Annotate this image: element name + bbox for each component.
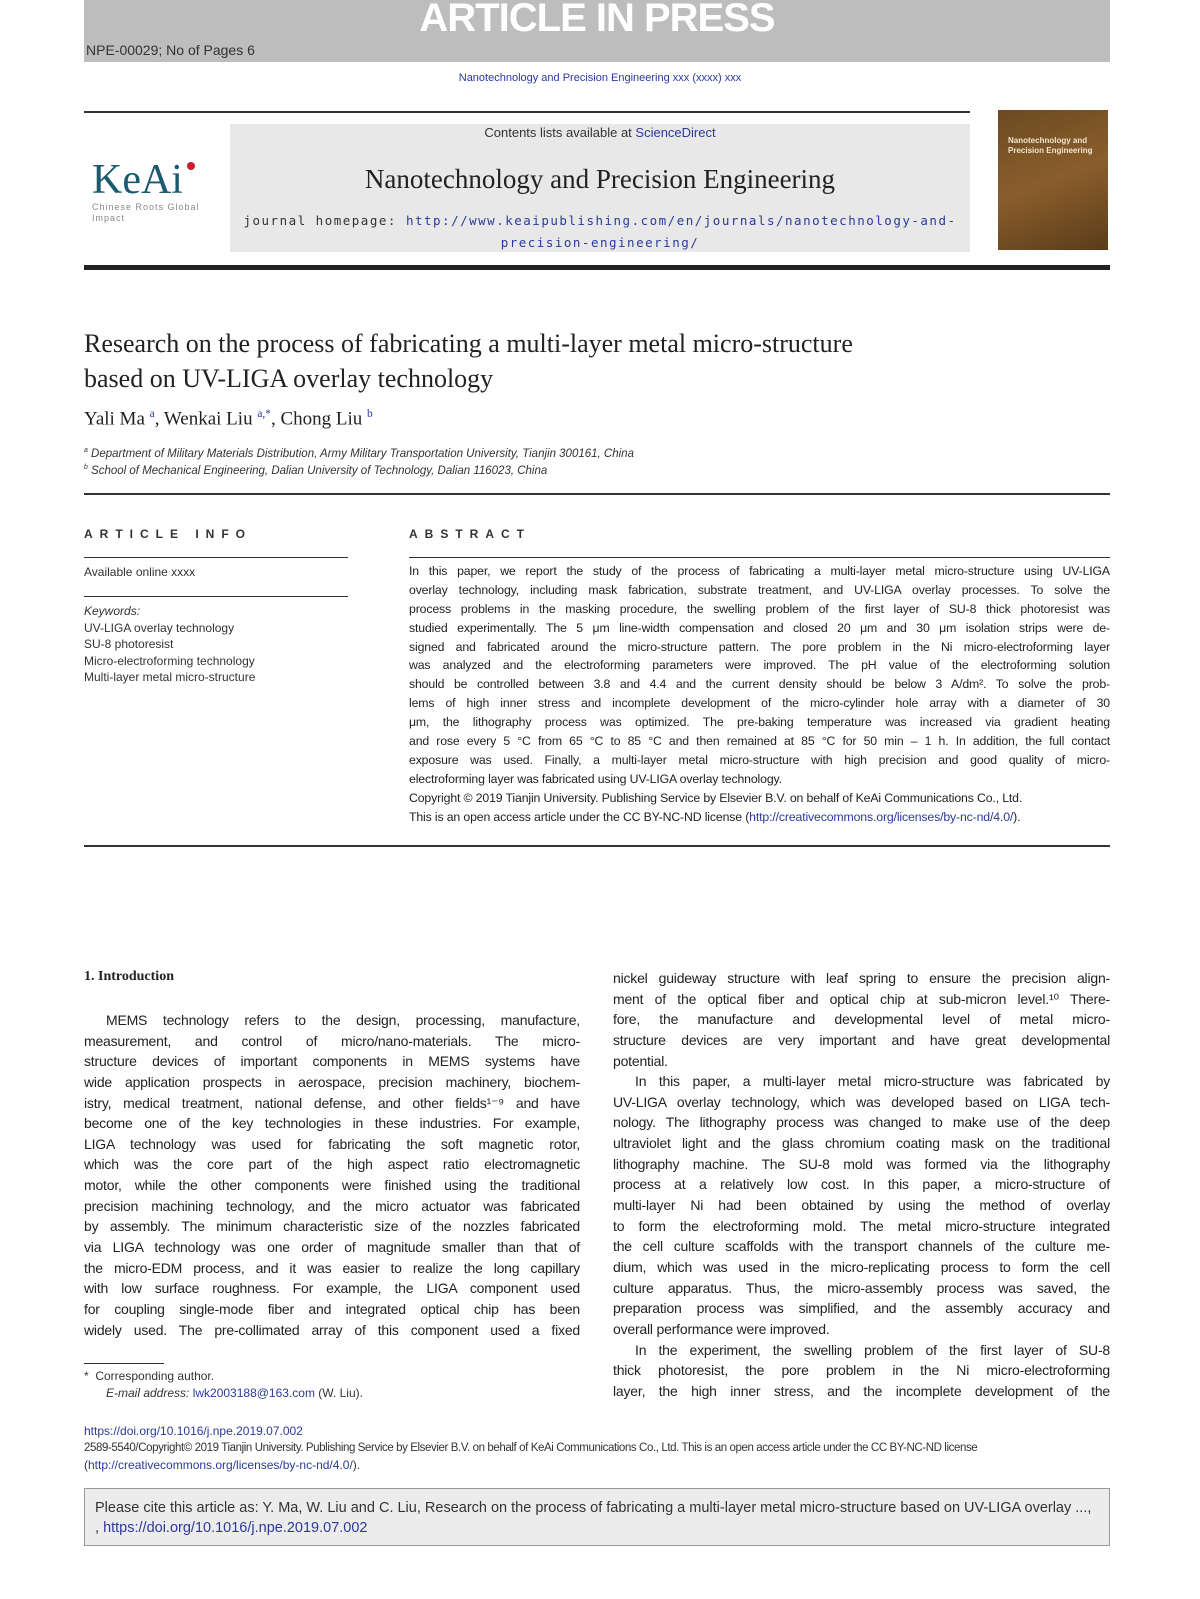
abstract-line: was analyzed and the electroforming parameters were improved. The pH value of the electroforming solution bbox=[409, 658, 1110, 673]
document-id: NPE-00029; No of Pages 6 bbox=[86, 42, 255, 58]
body-text-line: UV-LIGA overlay technology, which was developed based on LIGA tech- bbox=[613, 1093, 1110, 1110]
keyword: UV-LIGA overlay technology bbox=[84, 620, 235, 635]
keyword: Multi-layer metal micro-structure bbox=[84, 670, 256, 684]
license-line bbox=[409, 808, 1110, 827]
body-text-line: with low surface roughness. For example, the LIGA component used bbox=[84, 1280, 580, 1297]
abstract-line: lems of high inner stress and incomplete development of the micro-cylinder hole array with a diameter of 30 bbox=[409, 696, 1110, 711]
author-name[interactable]: Wenkai Liu bbox=[163, 408, 253, 430]
body-text-line: overall performance were improved. bbox=[613, 1320, 830, 1337]
body-text-line: istry, medical treatment, national defense, and other fields¹⁻⁹ and have bbox=[84, 1094, 580, 1111]
abstract-heading: ABSTRACT bbox=[409, 527, 531, 541]
body-text-line: MEMS technology refers to the design, processing, manufacture, bbox=[106, 1012, 580, 1028]
body-text-line: become one of the key technologies in these industries. For example, bbox=[84, 1115, 580, 1132]
divider bbox=[84, 845, 1110, 847]
footnote-mark: * bbox=[84, 1369, 89, 1383]
body-text-line: nology. The lithography process was changed to make use of the deep bbox=[613, 1114, 1110, 1131]
body-text-line: culture apparatus. Thus, the micro-assembly process was saved, the bbox=[613, 1279, 1110, 1296]
body-text-line: structure devices are very important and have great developmental bbox=[613, 1031, 1110, 1048]
license-text: This is an open access article under the CC BY-NC-ND license ( bbox=[409, 810, 750, 824]
homepage-link[interactable]: http://www.keaipublishing.com/en/journals/nanotechnology-and-precision-engineering/ bbox=[405, 213, 957, 250]
body-text-line: measurement, and control of micro/nano-materials. The micro- bbox=[84, 1032, 580, 1049]
abstract-line: and rose every 5 °C from 65 °C to 85 °C and then remained at 85 °C for 50 min – 1 h. In addition, the full contact bbox=[409, 734, 1110, 749]
author-list: Yali Ma $^a$, Wenkai Liu $^{a,*}$, Chong Liu $^b$ bbox=[84, 408, 373, 430]
abstract-line: μm, the lithography process was optimized. The pre-baking temperature was increased via gradient heating bbox=[409, 715, 1110, 730]
citation-doi-link[interactable]: https://doi.org/10.1016/j.npe.2019.07.002 bbox=[103, 1520, 368, 1536]
body-text-line: widely used. The pre-collimated array of this component used a fixed bbox=[84, 1321, 580, 1338]
divider bbox=[84, 111, 970, 113]
abstract-line: should be controlled between 3.8 and 4.4 and the current density should be below 3 A/dm². To solve the prob- bbox=[409, 677, 1110, 692]
publisher-logo bbox=[92, 158, 202, 224]
divider bbox=[84, 596, 348, 597]
affiliation-text: School of Mechanical Engineering, Dalian University of Technology, Dalian 116023, China bbox=[91, 464, 548, 477]
copyright-notice: 2589-5540/Copyright© 2019 Tianjin University. Publishing Service by Elsevier B.V. on behalf of KeAi Communications Co., Ltd. This is an open access article under the CC BY-NC-ND license bbox=[84, 1442, 978, 1454]
license-text: ). bbox=[1013, 810, 1021, 824]
contents-label: Contents lists available at bbox=[484, 125, 636, 140]
body-text-line: ultraviolet light and the glass chromium coating mask on the traditional bbox=[613, 1135, 1110, 1152]
body-text-line: thick photoresist, the pore problem in the Ni micro-electroforming bbox=[613, 1362, 1110, 1379]
abstract-line: signed and fabricated around the micro-structure pattern. The pore problem in the Ni micro-electroforming layer bbox=[409, 639, 1110, 654]
body-text-line: via LIGA technology was one order of magnitude smaller than that of bbox=[84, 1239, 580, 1256]
journal-title: Nanotechnology and Precision Engineering bbox=[364, 164, 836, 194]
abstract-line: studied experimentally. The 5 μm line-width compensation and closed 20 μm and 30 μm isolation strips were de- bbox=[409, 620, 1110, 635]
corresponding-author-note: Corresponding author. bbox=[95, 1369, 215, 1383]
body-text-line: structure devices of important components in MEMS systems have bbox=[84, 1053, 580, 1070]
body-column-left bbox=[84, 1010, 580, 1340]
email-link[interactable]: lwk2003188@163.com bbox=[192, 1386, 315, 1400]
divider bbox=[409, 557, 1110, 558]
body-text-line: multi-layer Ni had been obtained by using the method of overlay bbox=[613, 1197, 1110, 1214]
paren: ). bbox=[352, 1458, 361, 1472]
abstract-line: exposure was used. Finally, a multi-layer metal micro-structure with high precision and good quality of micro- bbox=[409, 752, 1110, 767]
journal-cover-image bbox=[998, 110, 1108, 250]
banner-title: ARTICLE IN PRESS bbox=[419, 0, 775, 40]
doi-link[interactable]: https://doi.org/10.1016/j.npe.2019.07.002 bbox=[84, 1424, 303, 1438]
logo-tagline: Chinese Roots Global Impact bbox=[92, 202, 200, 223]
abstract-line: overlay technology, including mask fabrication, substrate treatment, and UV-LIGA overlay processes. To solve the bbox=[409, 582, 1110, 597]
logo-text: KeAi bbox=[92, 157, 183, 203]
article-title: Research on the process of fabricating a multi-layer metal micro-structure based on UV-LIGA overlay technology bbox=[84, 329, 853, 393]
keywords bbox=[84, 603, 255, 686]
abstract-line: Copyright © 2019 Tianjin University. Publishing Service by Elsevier B.V. on behalf of KeAi Communications Co., Ltd. bbox=[409, 790, 1023, 805]
body-text-line: lithography machine. The SU-8 mold was formed via the lithography bbox=[613, 1155, 1110, 1172]
license-link[interactable]: http://creativecommons.org/licenses/by-nc-nd/4.0/ bbox=[88, 1458, 353, 1472]
abstract-line: electroforming layer was fabricated using UV-LIGA overlay technology. bbox=[409, 771, 782, 786]
body-text-line: dium, which was used in the micro-replicating process to form the cell bbox=[613, 1258, 1110, 1275]
journal-masthead bbox=[230, 124, 970, 252]
abstract-line: process problems in the masking procedure, the swelling problem of the first layer of SU-8 thick photoresist was bbox=[409, 601, 1110, 616]
body-text-line: to form the electroforming mold. The metal micro-structure integrated bbox=[613, 1217, 1110, 1234]
available-online: Available online xxxx bbox=[84, 565, 196, 579]
license-link[interactable]: http://creativecommons.org/licenses/by-nc-nd/4.0/ bbox=[749, 810, 1014, 824]
author-affiliation-mark: a bbox=[149, 408, 155, 420]
body-text-line: motor, while the other components were finished using the traditional bbox=[84, 1177, 580, 1194]
paren: ( bbox=[84, 1458, 88, 1472]
divider bbox=[84, 265, 1110, 270]
affiliation-mark: a bbox=[84, 447, 88, 454]
keyword: SU-8 photoresist bbox=[84, 637, 174, 651]
footnote bbox=[84, 1368, 363, 1402]
email-owner: (W. Liu). bbox=[314, 1386, 363, 1400]
body-text-line: nickel guideway structure with leaf spring to ensure the precision align- bbox=[613, 970, 1110, 986]
body-text-line: the cell culture scaffolds with the transport channels of the culture me- bbox=[613, 1238, 1110, 1255]
email-label: E-mail address: bbox=[106, 1386, 193, 1400]
divider bbox=[84, 557, 348, 558]
author-affiliation-mark: b bbox=[367, 408, 373, 420]
article-info-heading: ARTICLE INFO bbox=[84, 527, 252, 541]
keyword: Micro-electroforming technology bbox=[84, 653, 255, 668]
author-name[interactable]: Yali Ma bbox=[84, 408, 145, 430]
body-text-line: which was the core part of the high aspect ratio electromagnetic bbox=[84, 1156, 580, 1173]
keywords-label: Keywords: bbox=[84, 604, 141, 618]
body-column-right bbox=[613, 968, 1110, 1401]
article-footer bbox=[84, 1423, 1110, 1474]
footnote-divider bbox=[84, 1363, 164, 1364]
body-text-line: wide application prospects in aerospace, precision machinery, biochem- bbox=[84, 1073, 580, 1090]
body-text-line: precision machining technology, and the micro actuator was fabricated bbox=[84, 1197, 580, 1214]
author-affiliation-mark: a,* bbox=[257, 408, 271, 420]
affiliation-text: Department of Military Materials Distribution, Army Military Transportation University, Tianjin 300161, China bbox=[91, 447, 634, 460]
sciencedirect-link[interactable]: ScienceDirect bbox=[635, 125, 716, 140]
body-text-line: preparation process was simplified, and the assembly accuracy and bbox=[613, 1300, 1110, 1317]
journal-homepage bbox=[240, 210, 960, 254]
body-text-line: LIGA technology was used for fabricating the soft magnetic rotor, bbox=[84, 1135, 580, 1152]
affiliation-mark: b bbox=[84, 464, 88, 471]
abstract-line: In this paper, we report the study of the process of fabricating a multi-layer metal micro-structure using UV-LIGA bbox=[409, 564, 1110, 578]
citation-text: Please cite this article as: Y. Ma, W. Liu and C. Liu, Research on the process of fabricating a multi-layer metal micro-structure based on UV-LIGA overlay ..., , bbox=[95, 1500, 1092, 1536]
journal-citation-line[interactable]: Nanotechnology and Precision Engineering xxx (xxxx) xxx bbox=[458, 72, 742, 84]
citation-box bbox=[84, 1488, 1110, 1546]
homepage-label: journal homepage: bbox=[243, 213, 406, 228]
body-text-line: In this paper, a multi-layer metal micro-structure was fabricated by bbox=[635, 1073, 1110, 1090]
body-text-line: for coupling single-mode fiber and integrated optical chip has been bbox=[84, 1300, 580, 1317]
body-text-line: by assembly. The minimum characteristic size of the nozzles fabricated bbox=[84, 1218, 580, 1235]
affiliation bbox=[84, 447, 634, 460]
author-name[interactable]: Chong Liu bbox=[280, 408, 363, 430]
body-text-line: process at a relatively low cost. In this paper, a micro-structure of bbox=[613, 1176, 1110, 1193]
body-text-line: layer, the high inner stress, and the incomplete development of the bbox=[613, 1382, 1110, 1399]
cover-title: Nanotechnology and Precision Engineering bbox=[1008, 136, 1093, 155]
body-text-line: the micro-EDM process, and it was easier to realize the long capillary bbox=[84, 1259, 580, 1276]
body-text-line: potential. bbox=[613, 1052, 668, 1069]
affiliation bbox=[84, 464, 547, 477]
section-heading: 1. Introduction bbox=[84, 969, 174, 984]
article-in-press-banner bbox=[84, 0, 1110, 62]
body-text-line: ment of the optical fiber and optical chip at sub-micron level.¹⁰ There- bbox=[613, 990, 1110, 1007]
divider bbox=[84, 493, 1110, 495]
body-text-line: In the experiment, the swelling problem of the first layer of SU-8 bbox=[635, 1341, 1110, 1358]
body-text-line: fore, the manufacture and developmental level of metal micro- bbox=[613, 1011, 1110, 1028]
abstract-body bbox=[409, 562, 1110, 808]
